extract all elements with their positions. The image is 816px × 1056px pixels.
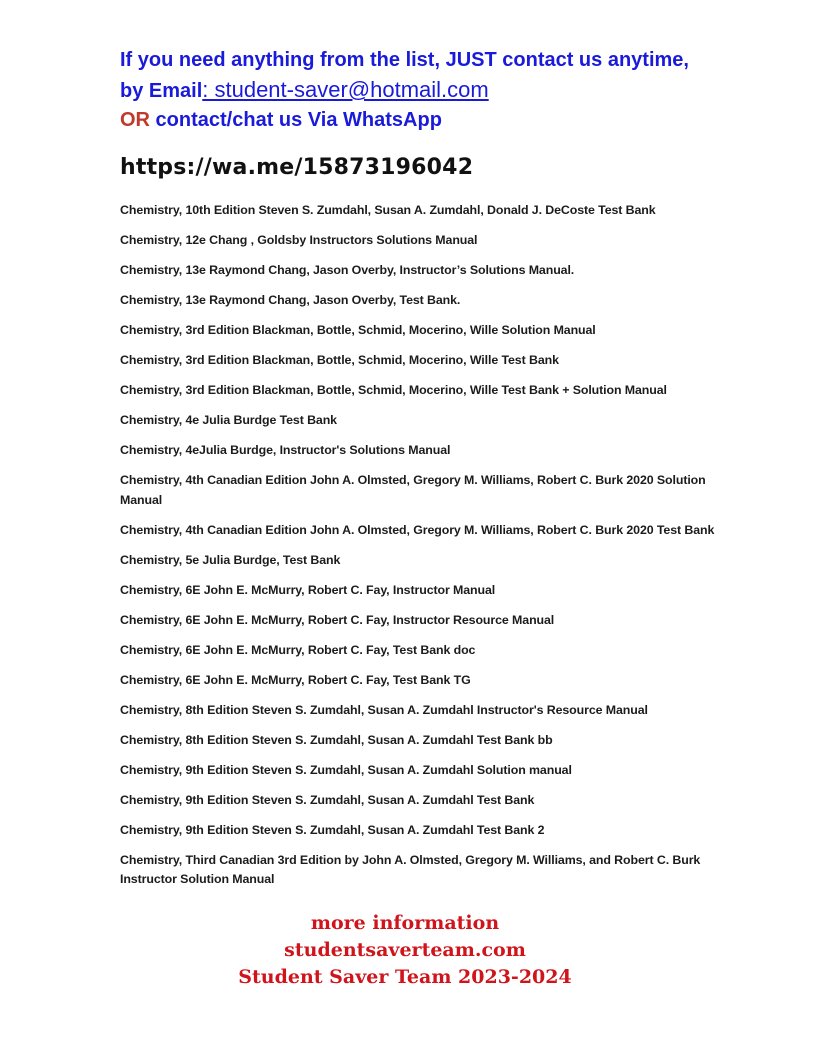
- list-item: Chemistry, 4e Julia Burdge Test Bank: [120, 413, 337, 427]
- product-list: [120, 201, 720, 900]
- list-item: Chemistry, 6E John E. McMurry, Robert C. Fay, Test Bank TG: [120, 672, 471, 687]
- contact-line-3: [120, 106, 780, 135]
- email-link[interactable]: : student-saver@hotmail.com: [202, 77, 489, 102]
- list-item: Chemistry, 3rd Edition Blackman, Bottle, Schmid, Mocerino, Wille Test Bank + Solution Manual: [120, 383, 667, 397]
- contact-header: [120, 46, 780, 135]
- list-item: Chemistry, Third Canadian 3rd Edition by John A. Olmsted, Gregory M. Williams, and Robert C. Burk Instructor Solution Manual: [120, 852, 701, 886]
- list-item: Chemistry, 13e Raymond Chang, Jason Overby, Instructor’s Solutions Manual.: [120, 263, 575, 277]
- list-item: Chemistry, 9th Edition Steven S. Zumdahl, Susan A. Zumdahl Test Bank 2: [120, 822, 545, 837]
- footer: [205, 910, 605, 991]
- list-item: Chemistry, 4th Canadian Edition John A. Olmsted, Gregory M. Williams, Robert C. Burk 2020 Test Bank: [120, 522, 715, 537]
- list-item: Chemistry, 9th Edition Steven S. Zumdahl, Susan A. Zumdahl Solution manual: [120, 762, 572, 777]
- list-item: Chemistry, 8th Edition Steven S. Zumdahl, Susan A. Zumdahl Test Bank bb: [120, 732, 553, 747]
- list-item: Chemistry, 5e Julia Burdge, Test Bank: [120, 552, 341, 567]
- footer-team: Student Saver Team 2023-2024: [238, 966, 572, 988]
- list-item: Chemistry, 6E John E. McMurry, Robert C. Fay, Instructor Resource Manual: [120, 612, 555, 627]
- or-word: OR: [120, 109, 150, 131]
- footer-more-info: more information: [310, 912, 500, 934]
- list-item: Chemistry, 3rd Edition Blackman, Bottle, Schmid, Mocerino, Wille Solution Manual: [120, 323, 596, 337]
- footer-website[interactable]: studentsaverteam.com: [284, 939, 526, 961]
- list-item: Chemistry, 4eJulia Burdge, Instructor's Solutions Manual: [120, 443, 451, 457]
- contact-line-2: [120, 75, 780, 106]
- list-item: Chemistry, 4th Canadian Edition John A. Olmsted, Gregory M. Williams, Robert C. Burk 2020 Solution Manual: [120, 473, 706, 507]
- list-item: Chemistry, 10th Edition Steven S. Zumdahl, Susan A. Zumdahl, Donald J. DeCoste Test Bank: [120, 203, 656, 217]
- list-item: Chemistry, 13e Raymond Chang, Jason Overby, Test Bank.: [120, 293, 461, 307]
- list-item: Chemistry, 6E John E. McMurry, Robert C. Fay, Test Bank doc: [120, 642, 476, 657]
- contact-line-1: If you need anything from the list, JUST contact us anytime,: [120, 49, 689, 71]
- list-item: Chemistry, 8th Edition Steven S. Zumdahl, Susan A. Zumdahl Instructor's Resource Manual: [120, 702, 648, 717]
- email-prefix: by Email: [120, 80, 203, 102]
- whatsapp-text: contact/chat us Via WhatsApp: [150, 109, 442, 131]
- list-item: Chemistry, 6E John E. McMurry, Robert C. Fay, Instructor Manual: [120, 582, 496, 597]
- list-item: Chemistry, 12e Chang , Goldsby Instructors Solutions Manual: [120, 233, 478, 247]
- list-item: Chemistry, 9th Edition Steven S. Zumdahl, Susan A. Zumdahl Test Bank: [120, 792, 535, 807]
- whatsapp-link[interactable]: https://wa.me/15873196042: [120, 155, 474, 180]
- list-item: Chemistry, 3rd Edition Blackman, Bottle, Schmid, Mocerino, Wille Test Bank: [120, 353, 559, 367]
